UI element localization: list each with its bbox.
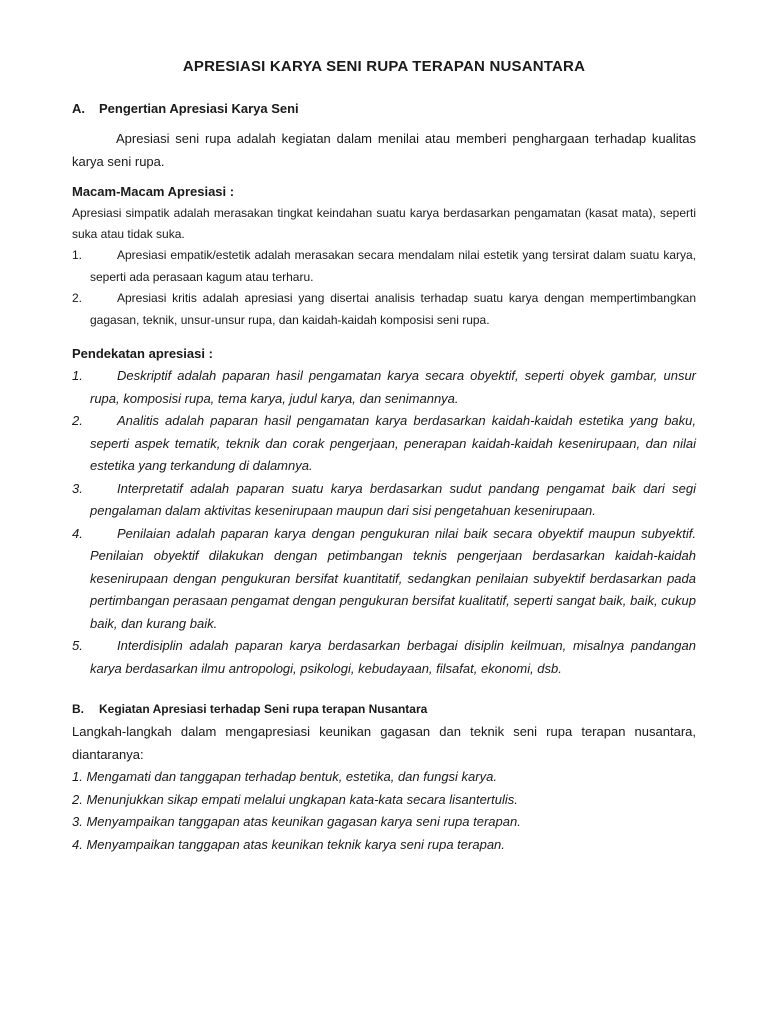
macam-intro: Apresiasi simpatik adalah merasakan tingkat keindahan suatu karya berdasarkan pengamatan (kasat mata), seperti suka atau tidak suka. (72, 206, 696, 241)
list-item (72, 478, 696, 523)
list-number: 1. (72, 248, 83, 262)
list-text: Interpretatif adalah paparan suatu karya berdasarkan sudut pandang pengamat baik dari segi pengalaman dalam aktivitas kesenirupaan maupun dari sisi pengetahuan kesenirupaan. (90, 480, 696, 518)
list-item (72, 635, 696, 680)
section-a-letter: A. (72, 101, 85, 116)
section-b-steps (72, 766, 696, 856)
list-text: Apresiasi kritis adalah apresiasi yang disertai analisis terhadap suatu karya dengan mempertimbangkan gagasan, teknik, unsur-unsur rupa, dan kaidah-kaidah komposisi seni rupa. (90, 291, 696, 327)
section-a-title: Pengertian Apresiasi Karya Seni (99, 101, 299, 116)
section-b-title: Kegiatan Apresiasi terhadap Seni rupa terapan Nusantara (99, 702, 428, 716)
list-item: 4. Menyampaikan tanggapan atas keunikan teknik karya seni rupa terapan. (72, 836, 505, 852)
list-item: 1. Mengamati dan tanggapan terhadap bentuk, estetika, dan fungsi karya. (72, 769, 497, 784)
document-title: APRESIASI KARYA SENI RUPA TERAPAN NUSANTARA (182, 58, 586, 75)
section-b-heading (72, 702, 696, 716)
macam-list (72, 245, 696, 331)
pendekatan-heading: Pendekatan apresiasi : (72, 346, 213, 361)
section-b-letter: B. (72, 702, 84, 716)
section-a-heading (72, 101, 696, 116)
pendekatan-list (72, 365, 696, 680)
list-item (72, 410, 696, 478)
list-number: 4. (72, 525, 83, 541)
list-item: 2. Menunjukkan sikap empati melalui ungkapan kata-kata secara lisantertulis. (72, 791, 518, 807)
section-a-paragraph: Apresiasi seni rupa adalah kegiatan dalam menilai atau memberi penghargaan terhadap kualitas karya seni rupa. (72, 131, 696, 169)
list-item (72, 288, 696, 331)
list-item (72, 365, 696, 410)
list-number: 2. (72, 291, 83, 305)
list-item (72, 245, 696, 288)
section-b-paragraph: Langkah-langkah dalam mengapresiasi keunikan gagasan dan teknik seni rupa terapan nusantara, diantaranya: (72, 724, 696, 762)
list-text: Apresiasi empatik/estetik adalah merasakan secara mendalam nilai estetik yang tersirat dalam suatu karya, seperti ada perasaan kagum atau terharu. (90, 248, 696, 284)
macam-heading: Macam-Macam Apresiasi : (72, 184, 235, 199)
list-text: Interdisiplin adalah paparan karya berdasarkan berbagai disiplin keilmuan, misalnya pandangan karya berdasarkan ilmu antropologi, psikologi, kebudayaan, filsafat, ekonomi, dsb. (90, 638, 696, 676)
document-page (72, 58, 696, 856)
list-text: Deskriptif adalah paparan hasil pengamatan karya secara obyektif, seperti obyek gambar, unsur rupa, komposisi rupa, tema karya, judul karya, dan senimannya. (90, 368, 696, 406)
list-number: 5. (72, 638, 83, 653)
list-item (72, 523, 696, 636)
list-number: 3. (72, 480, 83, 496)
list-number: 2. (72, 413, 83, 428)
list-text: Penilaian adalah paparan karya dengan pengukuran nilai baik secara obyektif maupun subyektif. Penilaian obyektif dilakukan dengan petimbangan teknis pengerjaan berdasarkan kaidah-kaidah kesenirupaan dengan pengukuran bersifat kuantitatif, sedangkan penilaian subyektif berdasarkan pada pertimbangan perasaan pengamat dengan pengukuran bersifat kualitatif, seperti sangat baik, baik, cukup baik, dan kurang baik. (90, 525, 696, 631)
list-text: Analitis adalah paparan hasil pengamatan karya berdasarkan kaidah-kaidah estetika yang baku, seperti aspek tematik, teknik dan corak pengerjaan, penerapan kaidah-kaidah kesenirupaan, dan nilai estetika yang terkandung di dalamnya. (90, 413, 696, 473)
list-number: 1. (72, 368, 83, 383)
list-item: 3. Menyampaikan tanggapan atas keunikan gagasan karya seni rupa terapan. (72, 814, 521, 829)
